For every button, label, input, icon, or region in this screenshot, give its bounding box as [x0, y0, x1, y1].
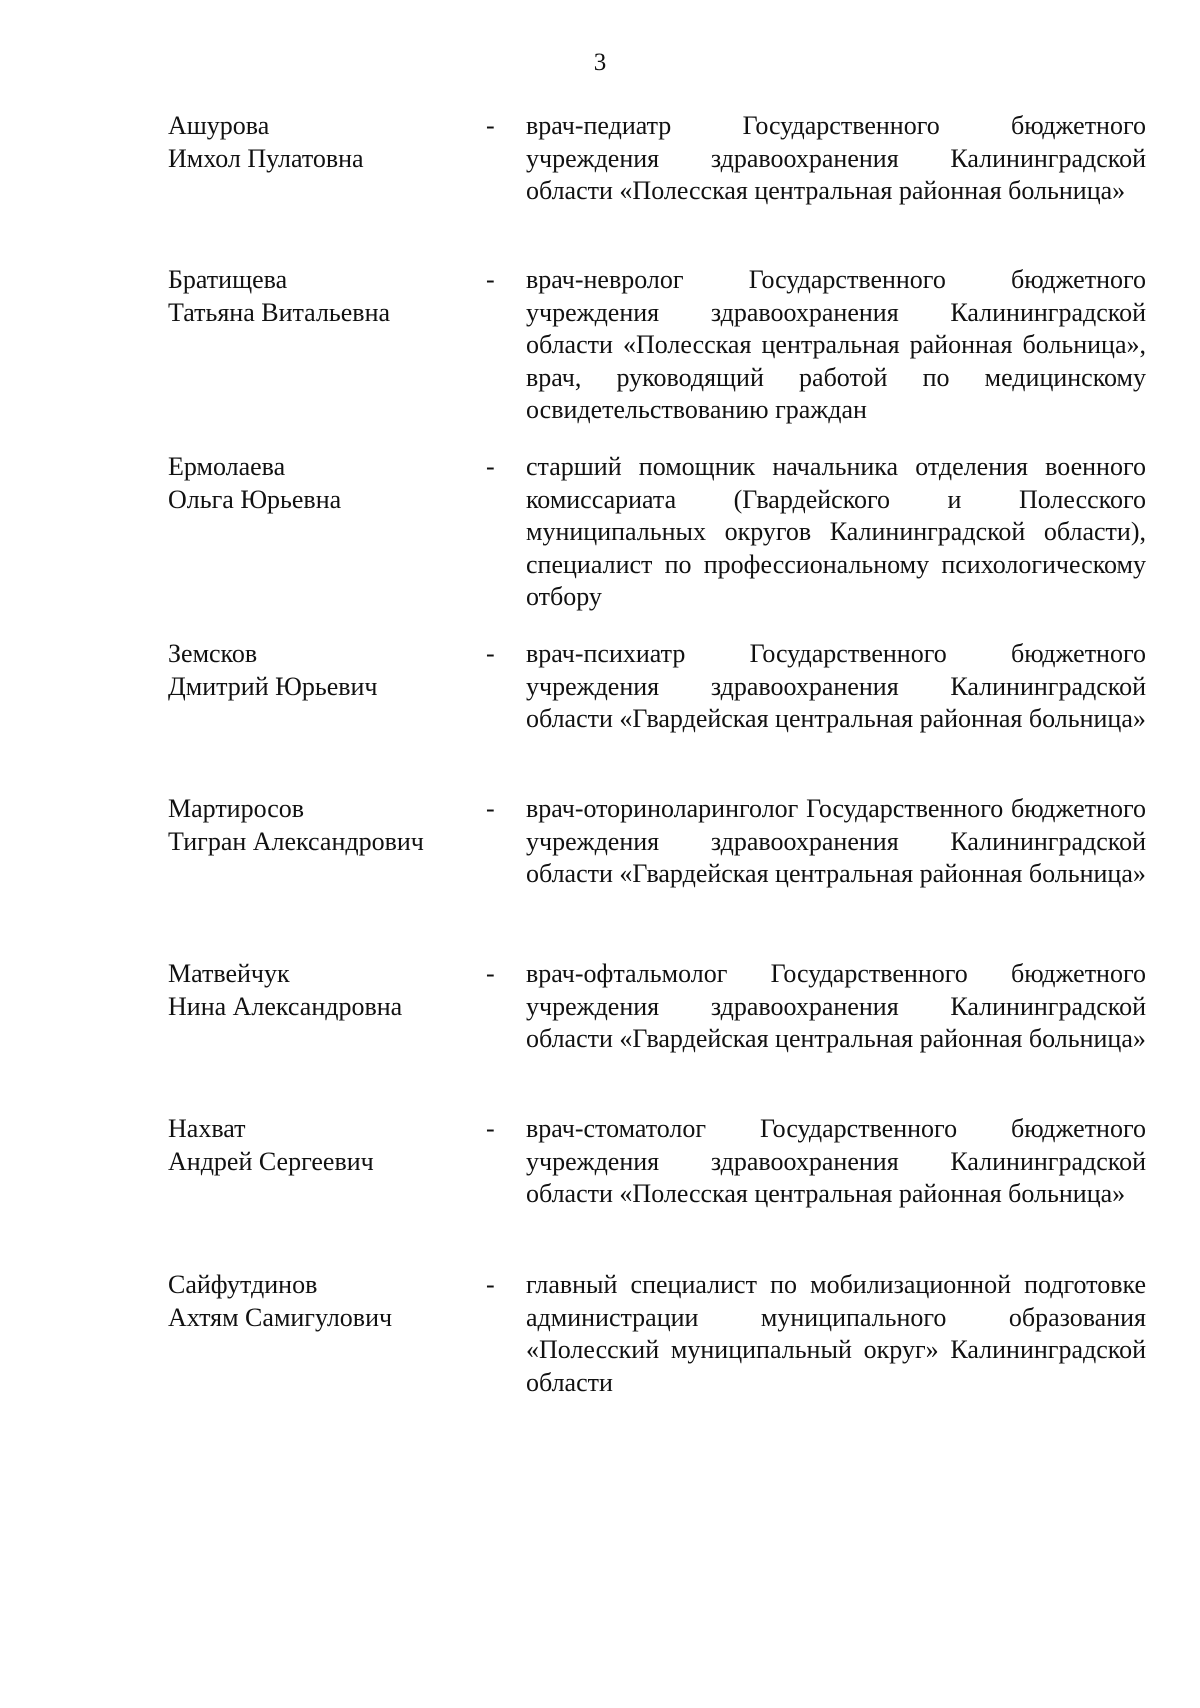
position-description: врач-стоматолог Государственного бюджетного учреждения здравоохранения Калининградской области «Полесская центральная районная больница»	[526, 1114, 1146, 1208]
person-name	[168, 638, 468, 703]
person-given-names: Ольга Юрьевна	[168, 484, 342, 514]
dash-separator: -	[486, 265, 495, 294]
person-surname: Ермолаева	[168, 452, 286, 481]
person-surname: Нахват	[168, 1114, 246, 1143]
person-name	[168, 1113, 468, 1178]
dash-separator: -	[486, 1270, 495, 1299]
person-name	[168, 793, 468, 858]
person-given-names: Ахтям Самигулович	[168, 1302, 393, 1332]
person-name	[168, 1269, 468, 1334]
person-name	[168, 110, 468, 175]
dash-separator: -	[486, 794, 495, 823]
person-given-names: Нина Александровна	[168, 991, 403, 1021]
person-given-names: Дмитрий Юрьевич	[168, 671, 378, 701]
person-surname: Братищева	[168, 265, 288, 294]
position-description: главный специалист по мобилизационной подготовке администрации муниципального образования «Полесский муниципальный округ» Калининградской области	[526, 1270, 1146, 1397]
person-name	[168, 451, 468, 516]
position-description: врач-оториноларинголог Государственного бюджетного учреждения здравоохранения Калининградской области «Гвардейская центральная районная больница»	[526, 794, 1146, 888]
page-number: 3	[593, 49, 607, 76]
person-name	[168, 958, 468, 1023]
person-name	[168, 264, 468, 329]
position-description: врач-офтальмолог Государственного бюджетного учреждения здравоохранения Калининградской области «Гвардейская центральная районная больница»	[526, 959, 1146, 1053]
person-given-names: Тигран Александрович	[168, 826, 424, 856]
dash-separator: -	[486, 959, 495, 988]
dash-separator: -	[486, 639, 495, 668]
dash-separator: -	[486, 111, 495, 140]
person-surname: Ашурова	[168, 111, 270, 140]
person-given-names: Андрей Сергеевич	[168, 1146, 374, 1176]
position-description: врач-психиатр Государственного бюджетного учреждения здравоохранения Калининградской области «Гвардейская центральная районная больница»	[526, 639, 1146, 733]
person-surname: Матвейчук	[168, 959, 290, 988]
person-surname: Сайфутдинов	[168, 1270, 318, 1299]
position-description: врач-педиатр Государственного бюджетного учреждения здравоохранения Калининградской области «Полесская центральная районная больница»	[526, 111, 1146, 205]
position-description: врач-невролог Государственного бюджетного учреждения здравоохранения Калининградской области «Полесская центральная районная больница», врач, руководящий работой по медицинскому освидетельствованию граждан	[526, 265, 1146, 424]
person-surname: Земсков	[168, 639, 258, 668]
dash-separator: -	[486, 452, 495, 481]
person-given-names: Имхол Пулатовна	[168, 143, 364, 173]
person-surname: Мартиросов	[168, 794, 305, 823]
dash-separator: -	[486, 1114, 495, 1143]
person-given-names: Татьяна Витальевна	[168, 297, 391, 327]
position-description: старший помощник начальника отделения военного комиссариата (Гвардейского и Полесского муниципальных округов Калининградской области), специалист по профессиональному психологическому отбору	[526, 452, 1146, 611]
